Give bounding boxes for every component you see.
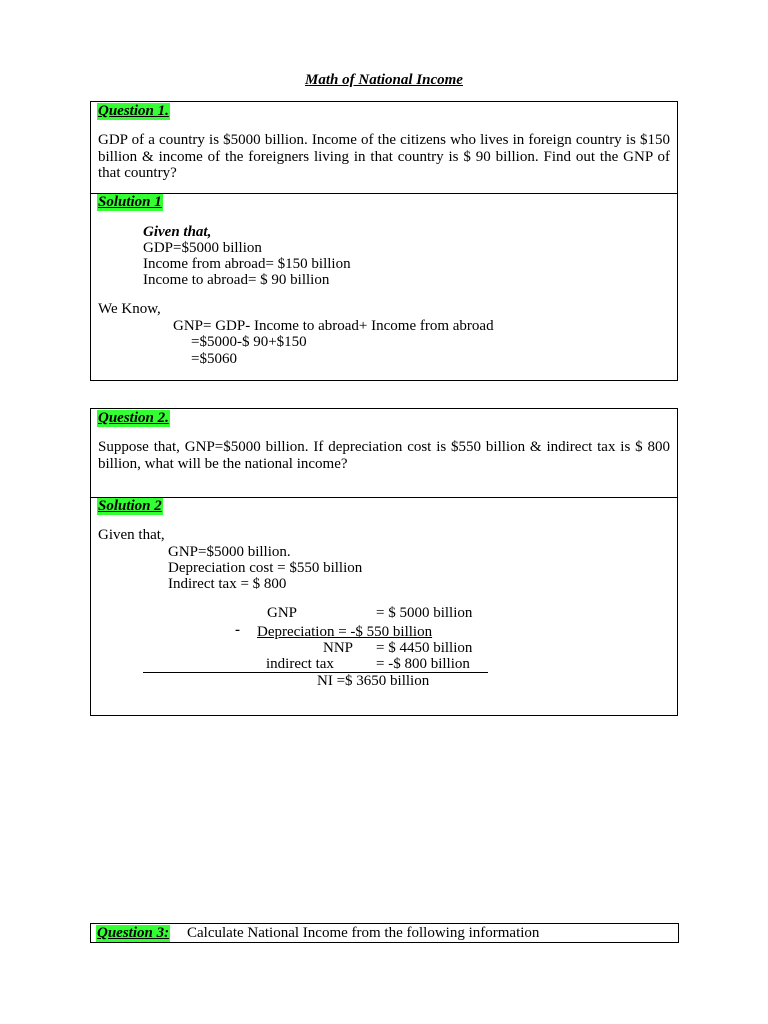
question-3-box (90, 923, 679, 943)
solution-2-line: Indirect tax = $ 800 (168, 576, 287, 592)
solution-1-formula: GNP= GDP- Income to abroad+ Income from abroad (173, 318, 494, 334)
solution-1-line: Income from abroad= $150 billion (143, 256, 351, 272)
solution-1-given: Given that, (143, 224, 212, 240)
solution-2-given: Given that, (98, 527, 165, 543)
solution-1-we-know: We Know, (98, 301, 161, 317)
question-3-text: Calculate National Income from the following information (187, 925, 540, 941)
calc-depreciation: Depreciation = -$ 550 billion (257, 624, 433, 640)
calc-national-income: NI =$ 3650 billion (317, 673, 430, 689)
solution-1-heading: Solution 1 (98, 194, 162, 210)
calc-indirect-tax-label: indirect tax (266, 656, 334, 672)
calc-gnp-label: GNP (267, 605, 298, 621)
calc-gnp-value: = $ 5000 billion (376, 605, 473, 621)
question-1-heading: Question 1. (98, 103, 169, 119)
solution-2-line: GNP=$5000 billion. (168, 544, 291, 560)
solution-2-line: Depreciation cost = $550 billion (168, 560, 363, 576)
solution-1-step: =$5060 (191, 351, 237, 367)
question-2-box (90, 408, 678, 716)
page-title: Math of National Income (305, 72, 463, 88)
calc-minus-sign: - (235, 622, 240, 638)
solution-1-step: =$5000-$ 90+$150 (191, 334, 307, 350)
question-3-heading: Question 3: (97, 925, 170, 941)
calc-nnp-value: = $ 4450 billion (376, 640, 473, 656)
question-1-box (90, 101, 678, 381)
question-2-heading: Question 2. (98, 410, 169, 426)
solution-2-heading: Solution 2 (98, 498, 162, 514)
solution-1-line: Income to abroad= $ 90 billion (143, 272, 330, 288)
question-1-text: GDP of a country is $5000 billion. Income of the citizens who lives in foreign country is $150 billion & income of the foreigners living in that country is $ 90 billion. Find out the GNP of that country? (98, 132, 670, 181)
calc-indirect-tax-value: = -$ 800 billion (376, 656, 470, 672)
question-2-text: Suppose that, GNP=$5000 billion. If depreciation cost is $550 billion & indirect tax is $ 800 billion, what will be the national income? (98, 439, 670, 472)
solution-1-line: GDP=$5000 billion (143, 240, 262, 256)
calc-total-line (143, 672, 488, 673)
calc-nnp-label: NNP (323, 640, 354, 656)
